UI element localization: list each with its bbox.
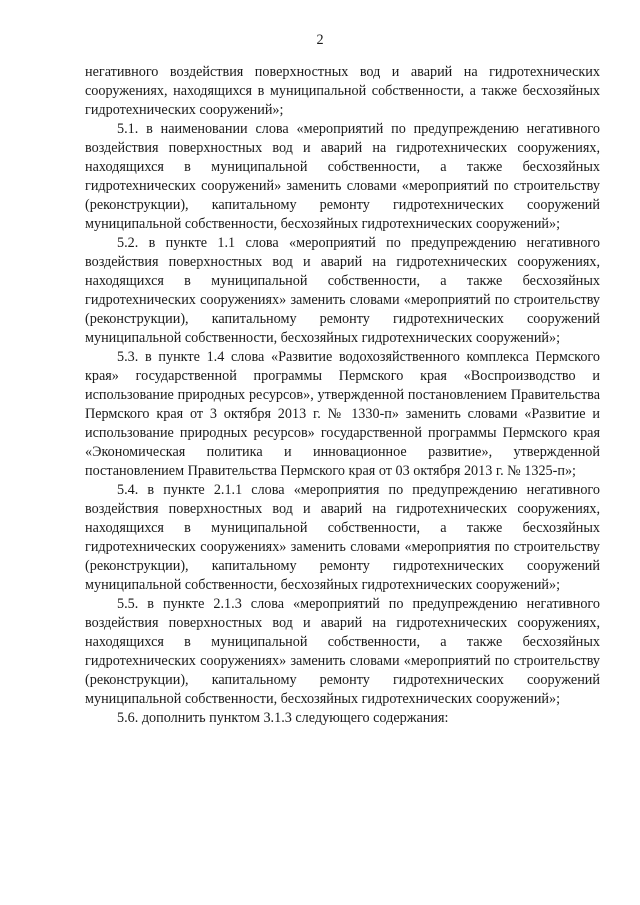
paragraph-5-4: 5.4. в пункте 2.1.1 слова «мероприятия по предупреждению негативного воздействия поверхностных вод и аварий на гидротехнических сооружениях, находящихся в муниципальной собственности, а также бесхозяйных гидротехнических сооружениях» заменить словами «мероприятия по строительству (реконструкции), капитальному ремонту гидротехнических сооружений муниципальной собственности, бесхозяйных гидротехнических сооружений»;	[85, 482, 600, 593]
paragraph-5-6: 5.6. дополнить пунктом 3.1.3 следующего содержания:	[117, 710, 449, 726]
page-number: 2	[316, 32, 324, 48]
paragraph-5-5: 5.5. в пункте 2.1.3 слова «мероприятий по предупреждению негативного воздействия поверхностных вод и аварий на гидротехнических сооружениях, находящихся в муниципальной собственности, а также бесхозяйных гидротехнических сооружениях» заменить словами «мероприятий по строительству (реконструкции), капитальному ремонту гидротехнических сооружений муниципальной собственности, бесхозяйных гидротехнических сооружений»;	[85, 596, 600, 707]
paragraph-5-2: 5.2. в пункте 1.1 слова «мероприятий по предупреждению негативного воздействия поверхностных вод и аварий на гидротехнических сооружениях, находящихся в муниципальной собственности, а также бесхозяйных гидротехнических сооружениях» заменить словами «мероприятий по строительству (реконструкции), капитальному ремонту гидротехнических сооружений муниципальной собственности, бесхозяйных гидротехнических сооружений»;	[85, 235, 600, 346]
paragraph-continuation: негативного воздействия поверхностных вод и аварий на гидротехнических сооружениях, находящихся в муниципальной собственности, а также бесхозяйных гидротехнических сооружений»;	[85, 64, 600, 118]
paragraph-5-3: 5.3. в пункте 1.4 слова «Развитие водохозяйственного комплекса Пермского края» государственной программы Пермского края «Воспроизводство и использование природных ресурсов», утвержденной постановлением Правительства Пермского края от 3 октября 2013 г. № 1330-п» заменить словами «Развитие и использование природных ресурсов» государственной программы Пермского края «Экономическая политика и инновационное развитие», утвержденной постановлением Правительства Пермского края от 03 октября 2013 г. № 1325-п»;	[85, 349, 600, 479]
document-body	[85, 63, 600, 728]
paragraph-5-1: 5.1. в наименовании слова «мероприятий по предупреждению негативного воздействия поверхностных вод и аварий на гидротехнических сооружениях, находящихся в муниципальной собственности, а также бесхозяйных гидротехнических сооружений» заменить словами «мероприятий по строительству (реконструкции), капитальному ремонту гидротехнических сооружений муниципальной собственности, бесхозяйных гидротехнических сооружений»;	[85, 121, 600, 232]
